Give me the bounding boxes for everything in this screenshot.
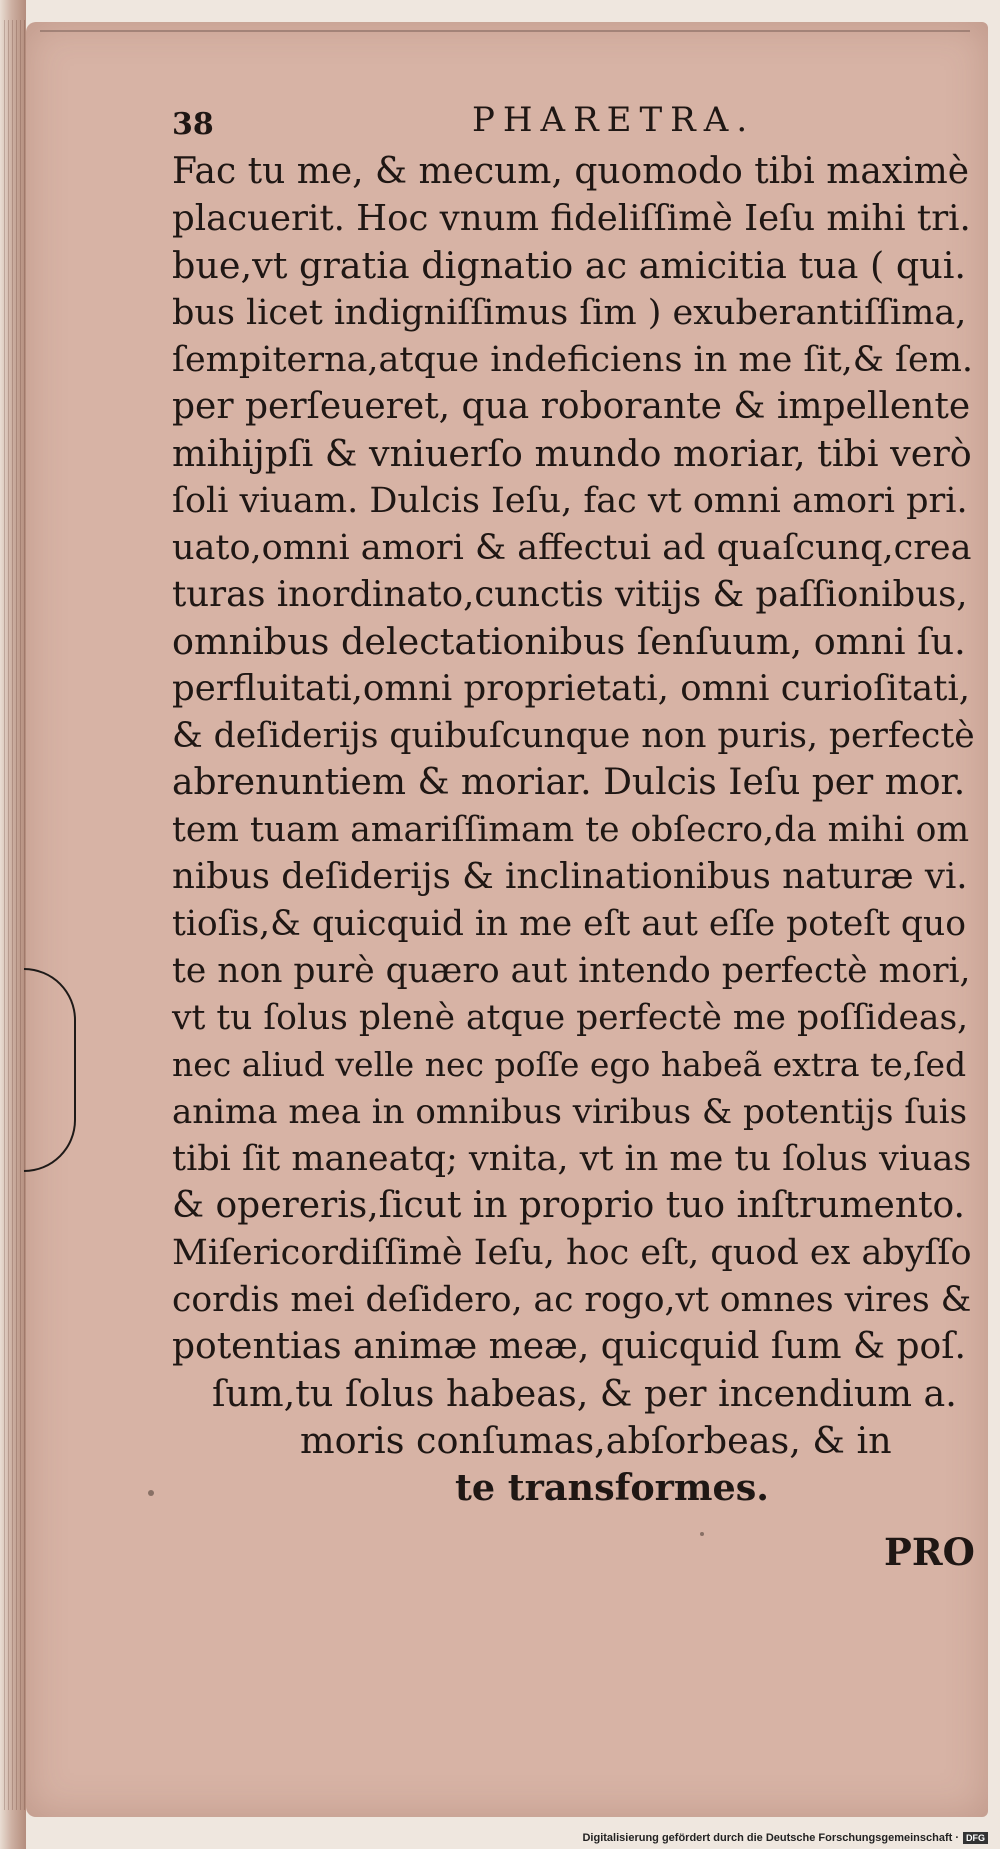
text-line: turas inordinato,cunctis vitijs & paſſionibus, xyxy=(172,574,968,615)
text-line: ſoli viuam. Dulcis Ieſu, fac vt omni amori pri. xyxy=(172,481,968,521)
text-line: bus licet indigniſſimus ſim ) exuberantiſſima, xyxy=(172,293,967,333)
text-line: ſempiterna,atque indeficiens in me ſit,& ſem. xyxy=(172,340,974,380)
text-line: Miſericordiſſimè Ieſu, hoc eſt, quod ex abyſſo xyxy=(172,1233,972,1273)
text-line: perfluitati,omni proprietati, omni curioſitati, xyxy=(172,668,971,709)
text-line: mihijpſi & vniuerſo mundo moriar, tibi verò xyxy=(172,432,972,475)
dfg-logo: DFG xyxy=(963,1832,988,1844)
text-line: bue,vt gratia dignatio ac amicitia tua ( qui. xyxy=(172,244,967,287)
text-line: placuerit. Hoc vnum fideliſſimè Ieſu mihi tri. xyxy=(172,198,971,239)
digitization-credit xyxy=(582,1832,988,1844)
text-line: tibi ſit maneatq; vnita, vt in me tu ſolus viuas xyxy=(172,1139,972,1179)
text-line: te transformes. xyxy=(455,1466,769,1509)
text-line: nibus deſiderijs & inclinationibus naturæ vi. xyxy=(172,856,968,897)
text-line: tem tuam amariſſimam te obſecro,da mihi om xyxy=(172,810,970,850)
credit-text: Digitalisierung gefördert durch die Deutsche Forschungsgemeinschaft · xyxy=(582,1832,959,1844)
text-line: & deſiderijs quibuſcunque non puris, perfectè xyxy=(172,716,975,756)
text-line: & opereris,ſicut in proprio tuo inſtrumento. xyxy=(172,1185,965,1226)
text-line: cordis mei deſidero, ac rogo,vt omnes vires & xyxy=(172,1280,972,1320)
text-line: tioſis,& quicquid in me eſt aut eſſe poteſt quo xyxy=(172,904,966,944)
text-line: ſum,tu ſolus habeas, & per incendium a. xyxy=(212,1372,957,1415)
text-line: Fac tu me, & mecum, quomodo tibi maximè xyxy=(172,151,970,192)
text-line: te non purè quæro aut intendo perfectè mori, xyxy=(172,951,971,991)
text-line: abrenuntiem & moriar. Dulcis Ieſu per mor. xyxy=(172,762,966,803)
text-line: moris conſumas,abſorbeas, & in xyxy=(300,1419,892,1462)
text-line: potentias animæ meæ, quicquid ſum & poſ. xyxy=(172,1326,966,1367)
text-line: anima mea in omnibus viribus & potentijs ſuis xyxy=(172,1092,968,1132)
running-title: PHARETRA. xyxy=(472,100,756,140)
text-line: omnibus delectationibus ſenſuum, omni ſu. xyxy=(172,620,966,663)
text-line: vt tu ſolus plenè atque perfectè me poſſideas, xyxy=(172,998,969,1038)
catchword: PRO xyxy=(884,1530,975,1574)
text-line: nec aliud velle nec poſſe ego habeã extra te,ſed xyxy=(172,1045,967,1084)
text-line: per perſeueret, qua roborante & impellente xyxy=(172,386,971,427)
text-line: uato,omni amori & affectui ad quaſcunq,crea xyxy=(172,528,972,568)
page-number: 38 xyxy=(172,107,214,142)
